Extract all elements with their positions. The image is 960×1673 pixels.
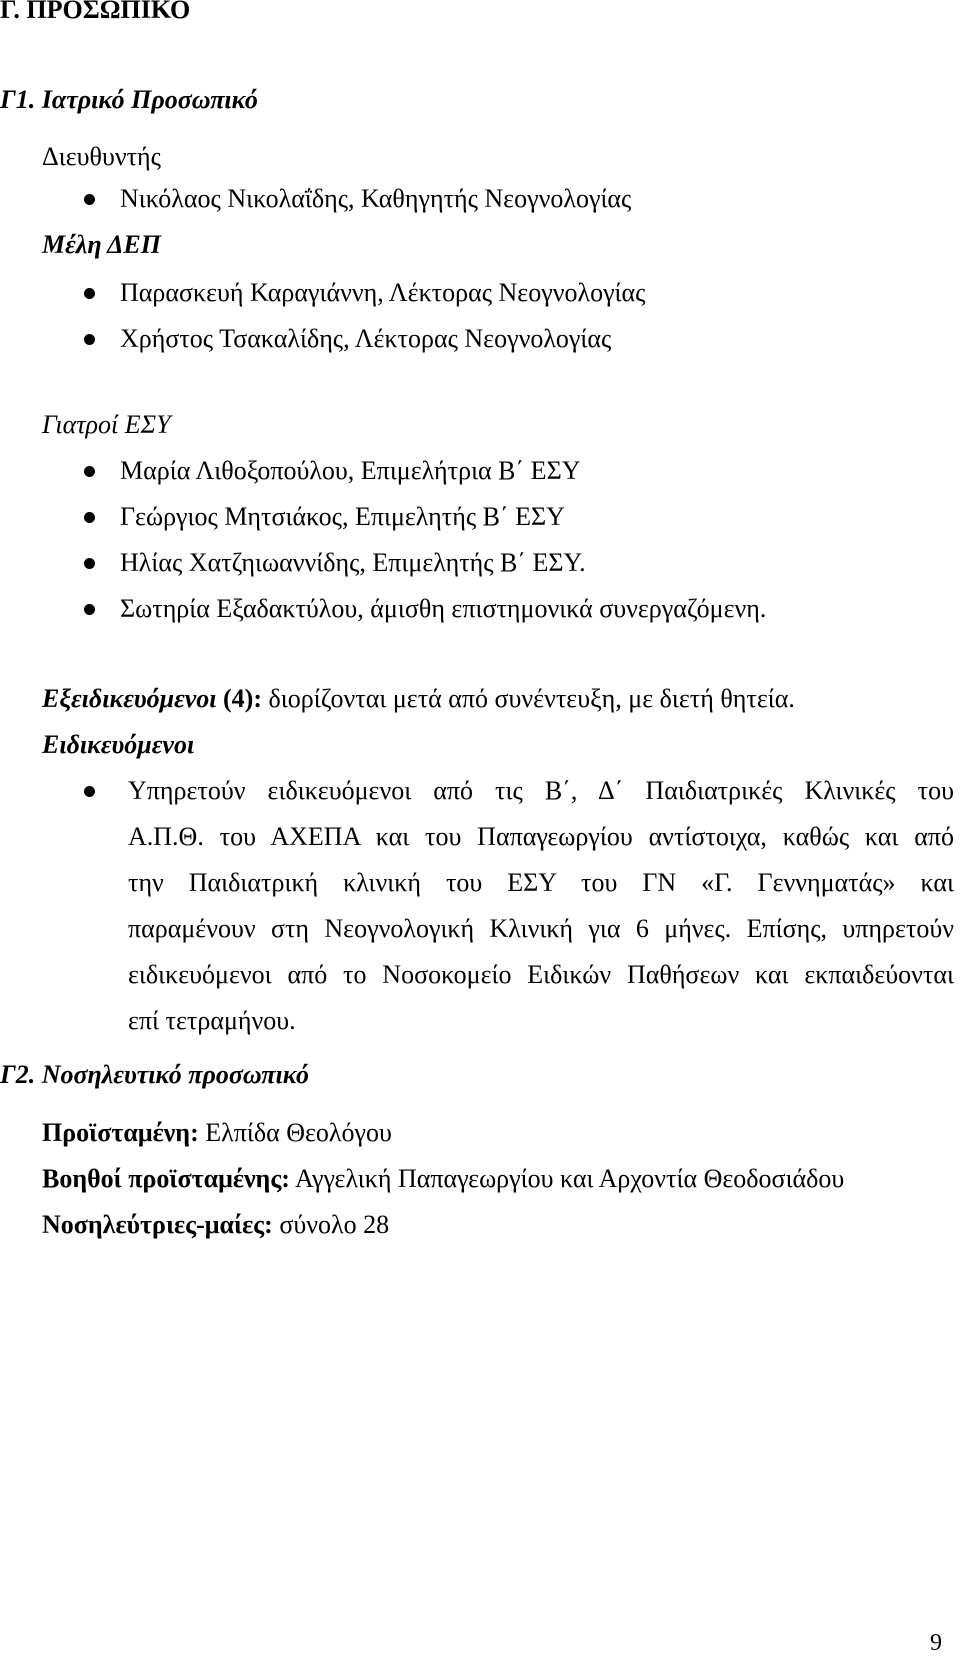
paragraph-line: την Παιδιατρική κλινική του ΕΣΥ του ΓΝ «Γ. Γεννηματάς» και <box>128 868 954 897</box>
dep-label: Μέλη ΔΕΠ <box>42 230 161 259</box>
g1-heading: Γ1. Ιατρικό Προσωπικό <box>0 85 258 114</box>
fellows-label: Εξειδικευόμενοι <box>42 684 217 713</box>
paragraph-line: ειδικευόμενοι από το Νοσοκομείο Ειδικών Παθήσεων και εκπαιδεύονται <box>128 960 954 989</box>
esy-label: Γιατροί ΕΣΥ <box>42 410 171 439</box>
assistant-label: Βοηθοί προϊσταμένης: <box>42 1164 290 1193</box>
list-item: Σωτηρία Εξαδακτύλου, άμισθη επιστημονικά συνεργαζόμενη. <box>120 594 767 623</box>
paragraph-line: παραμένουν στη Νεογνολογική Κλινική για 6 μήνες. Επίσης, υπηρετούν <box>128 914 954 943</box>
nurses-label: Νοσηλεύτριες-μαίες: <box>42 1210 273 1239</box>
list-item: Γεώργιος Μητσιάκος, Επιμελητής Β΄ ΕΣΥ <box>120 502 565 531</box>
bullet-icon <box>84 604 95 615</box>
bullet-icon <box>84 786 95 797</box>
assistant-line <box>42 1164 844 1194</box>
bullet-icon <box>84 334 95 345</box>
bullet-icon <box>84 288 95 299</box>
page-number: 9 <box>930 1630 942 1656</box>
paragraph-line: Υπηρετούν ειδικευόμενοι από τις Β΄, Δ΄ Παιδιατρικές Κλινικές του <box>128 776 954 805</box>
bullet-icon <box>84 558 95 569</box>
fellows-line <box>42 684 795 714</box>
fellows-text: διορίζονται μετά από συνέντευξη, με διετή θητεία. <box>268 684 795 713</box>
director-label: Διευθυντής <box>42 142 161 171</box>
head-nurse-line <box>42 1118 392 1148</box>
nurses-line <box>42 1210 389 1240</box>
g2-heading: Γ2. Νοσηλευτικό προσωπικό <box>0 1060 309 1089</box>
section-title: Γ. ΠΡΟΣΩΠΙΚΟ <box>0 0 191 24</box>
list-item: Νικόλαος Νικολαΐδης, Καθηγητής Νεογνολογίας <box>120 184 632 213</box>
list-item: Παρασκευή Καραγιάννη, Λέκτορας Νεογνολογίας <box>120 278 646 307</box>
bullet-icon <box>84 194 95 205</box>
assistant-value: Αγγελική Παπαγεωργίου και Αρχοντία Θεοδοσιάδου <box>295 1164 845 1193</box>
paragraph-line: Α.Π.Θ. του ΑΧΕΠΑ και του Παπαγεωργίου αντίστοιχα, καθώς και από <box>128 822 954 851</box>
bullet-icon <box>84 512 95 523</box>
residents-label: Ειδικευόμενοι <box>42 730 195 759</box>
list-item: Μαρία Λιθοξοπούλου, Επιμελήτρια Β΄ ΕΣΥ <box>120 456 581 485</box>
list-item: Χρήστος Τσακαλίδης, Λέκτορας Νεογνολογίας <box>120 324 612 353</box>
fellows-count: (4): <box>223 684 262 713</box>
head-nurse-label: Προϊσταμένη: <box>42 1118 199 1147</box>
paragraph-line: επί τετραμήνου. <box>128 1006 296 1035</box>
head-nurse-value: Ελπίδα Θεολόγου <box>205 1118 392 1147</box>
bullet-icon <box>84 466 95 477</box>
list-item: Ηλίας Χατζηιωαννίδης, Επιμελητής Β΄ ΕΣΥ. <box>120 548 586 577</box>
nurses-value: σύνολο 28 <box>279 1210 390 1239</box>
